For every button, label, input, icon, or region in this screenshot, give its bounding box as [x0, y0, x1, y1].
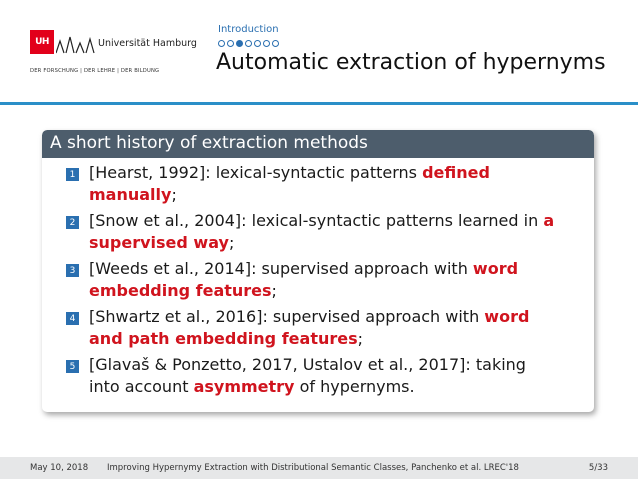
university-logo [30, 30, 197, 76]
list-item-text [89, 258, 559, 302]
hamburg-skyline-icon [56, 33, 96, 55]
list-item-text [89, 354, 559, 398]
item-text-end: ; [228, 233, 235, 252]
list-number-badge: 4 [66, 312, 79, 325]
uh-logo-icon: UH [30, 30, 54, 54]
slide-title: Automatic extraction of hypernyms [216, 50, 606, 75]
item-text: [Snow et al., 2004]: lexical-syntactic patterns learned in [89, 211, 544, 230]
list-item-text [89, 306, 559, 350]
university-motto: DER FORSCHUNG | DER LEHRE | DER BILDUNG [30, 68, 160, 74]
progress-dot[interactable] [263, 40, 270, 47]
item-highlight: defined manually [89, 163, 490, 204]
item-text-end: ; [357, 329, 364, 348]
university-name: Universität Hamburg [98, 38, 197, 49]
item-highlight: word embedding features [89, 259, 519, 300]
list-item-text [89, 210, 559, 254]
progress-dot[interactable] [272, 40, 279, 47]
section-label[interactable]: Introduction [218, 24, 279, 35]
content-block [42, 130, 594, 412]
list-number-badge: 5 [66, 360, 79, 373]
list-item [66, 354, 584, 398]
list-item [66, 258, 584, 302]
item-text-end: of hypernyms. [294, 377, 415, 396]
list-number-badge: 2 [66, 216, 79, 229]
item-text: [Hearst, 1992]: lexical-syntactic patterns [89, 163, 423, 182]
block-title: A short history of extraction methods [42, 130, 594, 158]
header-divider [0, 102, 638, 105]
item-text: [Shwartz et al., 2016]: supervised approach with [89, 307, 485, 326]
item-highlight: asymmetry [193, 377, 295, 396]
list-number-badge: 3 [66, 264, 79, 277]
item-highlight: word and path embedding features [89, 307, 530, 348]
list-item [66, 162, 584, 206]
item-text: [Weeds et al., 2014]: supervised approach with [89, 259, 473, 278]
footer-title: Improving Hypernymy Extraction with Distributional Semantic Classes, Panchenko et al. LREC'18 [107, 463, 519, 473]
item-text: [Glavaš & Ponzetto, 2017, Ustalov et al., 2017]: taking into account [89, 355, 526, 396]
progress-dot-current[interactable] [236, 40, 243, 47]
history-list [42, 158, 594, 398]
list-number-badge: 1 [66, 168, 79, 181]
item-text-end: ; [171, 185, 177, 204]
progress-dot[interactable] [245, 40, 252, 47]
list-item [66, 306, 584, 350]
progress-dot[interactable] [254, 40, 261, 47]
list-item-text [89, 162, 559, 206]
slide-progress-dots[interactable] [218, 40, 279, 47]
item-highlight: a supervised way [89, 211, 555, 252]
item-text-end: ; [271, 281, 277, 300]
footer-page-number: 5/33 [588, 463, 608, 473]
list-item [66, 210, 584, 254]
progress-dot[interactable] [227, 40, 234, 47]
footer-bar [0, 457, 638, 479]
progress-dot[interactable] [218, 40, 225, 47]
footer-date: May 10, 2018 [30, 463, 89, 473]
